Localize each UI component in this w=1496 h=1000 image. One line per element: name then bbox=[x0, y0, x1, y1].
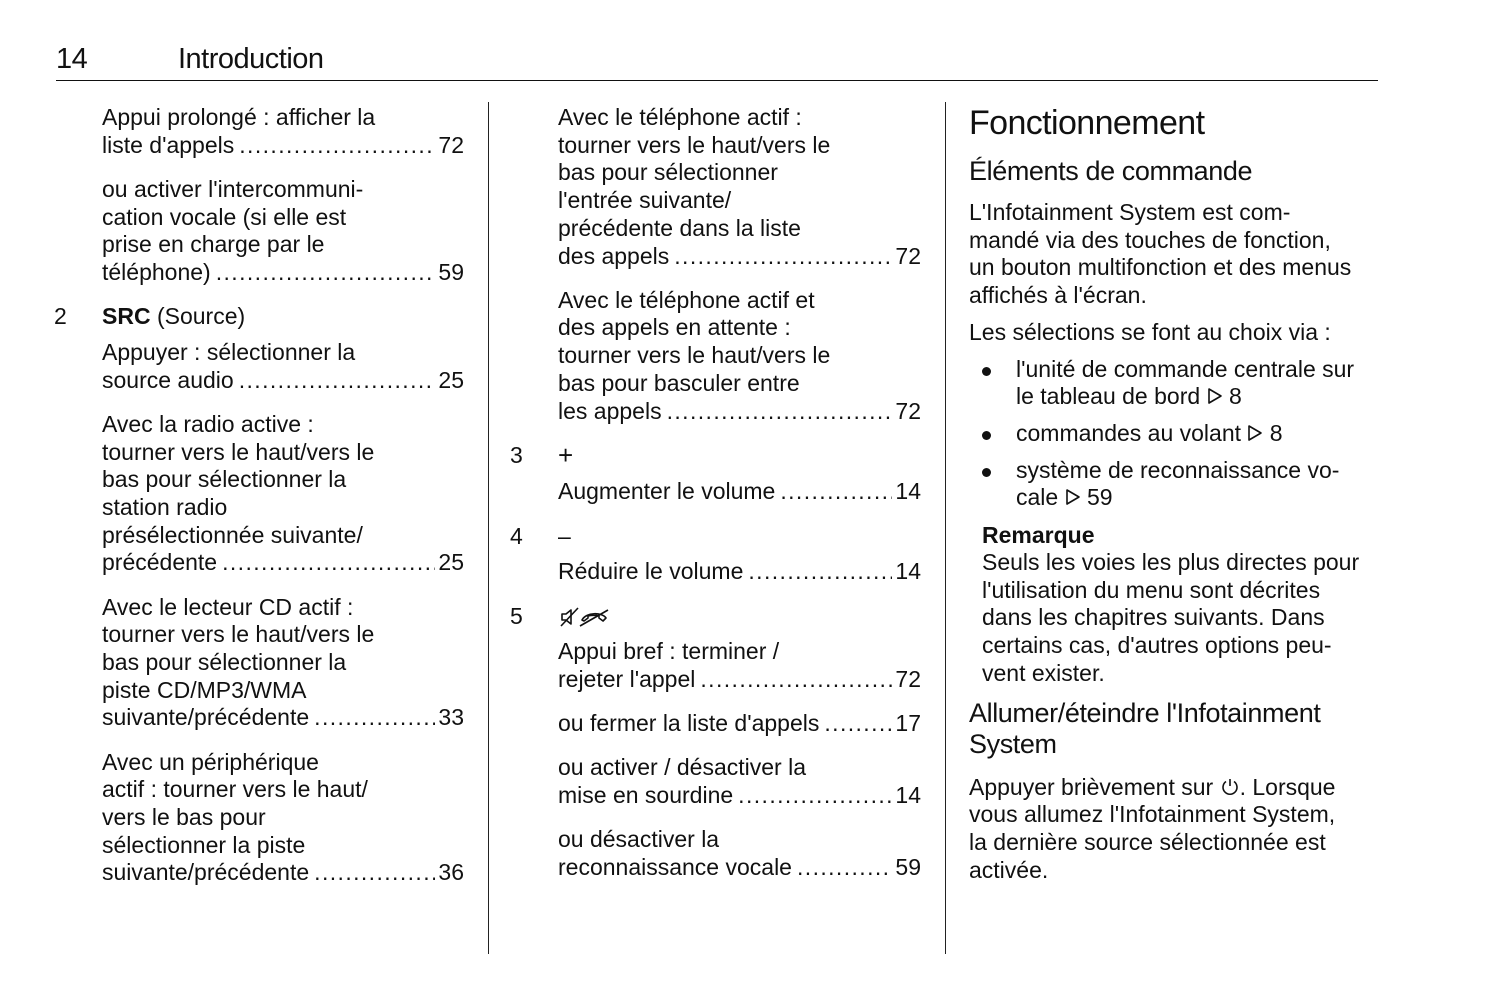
mute-hangup-icon bbox=[558, 606, 616, 628]
paragraph bbox=[969, 774, 1379, 885]
leader-dots bbox=[674, 243, 892, 271]
list-item bbox=[969, 356, 1379, 411]
list-item-text: l'unité de commande centrale sur le tableau de bord bbox=[1016, 355, 1355, 410]
page-reference[interactable]: 72 bbox=[438, 131, 464, 158]
leader-dots bbox=[314, 704, 435, 732]
page-header bbox=[56, 40, 1378, 81]
entry-text: Avec le téléphone actif : tourner vers le haut/vers le bas pour sélectionner l'entrée suivante/ précédente dans la liste bbox=[558, 104, 831, 241]
column-1 bbox=[54, 104, 464, 904]
leader-dots bbox=[239, 132, 435, 160]
index-entry bbox=[54, 339, 464, 394]
leader-dots bbox=[239, 367, 436, 395]
entry-text: Réduire le volume bbox=[558, 558, 744, 585]
control-item-3 bbox=[510, 439, 921, 471]
index-entry bbox=[510, 826, 921, 881]
page-reference[interactable]: 59 bbox=[438, 259, 464, 286]
leader-dots bbox=[738, 782, 892, 810]
column-2 bbox=[510, 104, 921, 898]
page-reference[interactable]: 25 bbox=[438, 366, 464, 393]
entry-text: téléphone) bbox=[102, 259, 211, 286]
page-reference[interactable]: 8 bbox=[1269, 419, 1283, 446]
index-entry bbox=[510, 558, 921, 586]
index-entry bbox=[54, 176, 464, 287]
entry-text: Avec le lecteur CD actif : tourner vers le haut/vers le bas pour sélectionner la piste CD/MP3/WMA bbox=[102, 593, 375, 703]
index-entry bbox=[54, 104, 464, 159]
paragraph: Les sélections se font au choix via : bbox=[969, 318, 1331, 345]
item-label-bold: SRC bbox=[102, 303, 151, 330]
page-reference[interactable]: 59 bbox=[1086, 484, 1113, 511]
leader-dots bbox=[216, 259, 436, 287]
entry-text: source audio bbox=[102, 366, 234, 393]
entry-text: ou activer / désactiver la bbox=[558, 754, 807, 781]
entry-text: Appui prolongé : afficher la bbox=[102, 104, 376, 130]
list-item bbox=[969, 457, 1379, 512]
leader-dots bbox=[222, 549, 435, 577]
column-divider bbox=[488, 102, 489, 954]
entry-text: suivante/précédente bbox=[102, 859, 310, 886]
bullet-icon bbox=[982, 468, 991, 477]
page-reference[interactable]: 72 bbox=[895, 397, 921, 424]
entry-text: Appui bref : terminer / bbox=[558, 638, 780, 665]
control-item-5 bbox=[510, 603, 921, 631]
leader-dots bbox=[700, 666, 892, 694]
page-reference[interactable]: 8 bbox=[1228, 383, 1242, 410]
leader-dots bbox=[314, 859, 435, 887]
paragraph-text: Appuyer brièvement sur bbox=[969, 773, 1214, 800]
column-3 bbox=[969, 104, 1379, 893]
index-entry bbox=[510, 478, 921, 506]
page-reference[interactable]: 17 bbox=[895, 710, 921, 737]
subheading-controls: Éléments de commande bbox=[969, 156, 1253, 186]
page-reference[interactable]: 59 bbox=[895, 853, 921, 880]
note-text: Seuls les voies les plus directes pour l'utilisation du menu sont décrites dans les chapitres suivants. Dans certains cas, d'autres options peu- vent exister. bbox=[982, 549, 1360, 686]
entry-text: les appels bbox=[558, 397, 662, 424]
index-entry bbox=[510, 287, 921, 426]
index-entry bbox=[54, 411, 464, 577]
paragraph-text: . Lorsque vous allumez l'Infotainment System, la dernière source sélectionnée est activée. bbox=[969, 773, 1336, 883]
item-number: 2 bbox=[54, 303, 67, 330]
leader-dots bbox=[824, 710, 892, 738]
entry-text: suivante/précédente bbox=[102, 704, 310, 731]
page-reference[interactable]: 14 bbox=[895, 478, 921, 505]
item-number: 5 bbox=[510, 602, 523, 629]
entry-text: ou activer l'intercommuni- cation vocale (si elle est prise en charge par le bbox=[102, 175, 364, 258]
note-title: Remarque bbox=[982, 522, 1095, 549]
minus-icon: – bbox=[558, 522, 571, 549]
arrow-reference-icon bbox=[1207, 387, 1223, 405]
entry-text: ou fermer la liste d'appels bbox=[558, 710, 820, 737]
page-number: 14 bbox=[56, 43, 88, 75]
item-number: 4 bbox=[510, 522, 523, 549]
page-reference[interactable]: 72 bbox=[895, 242, 921, 269]
paragraph: L'Infotainment System est com- mandé via des touches de fonction, un bouton multifonction et des menus affichés à l'écran. bbox=[969, 199, 1352, 309]
item-label: (Source) bbox=[150, 303, 246, 330]
entry-text: Avec le téléphone actif et des appels en attente : tourner vers le haut/vers le bas pour basculer entre bbox=[558, 286, 831, 396]
entry-text: rejeter l'appel bbox=[558, 665, 696, 692]
arrow-reference-icon bbox=[1247, 424, 1263, 442]
control-item-4 bbox=[510, 523, 921, 551]
note-box bbox=[982, 522, 1379, 688]
control-item-2 bbox=[54, 303, 464, 331]
list-item-text: commandes au volant bbox=[1016, 419, 1242, 446]
power-icon bbox=[1220, 777, 1240, 797]
chapter-heading: Fonctionnement bbox=[969, 104, 1205, 142]
leader-dots bbox=[667, 398, 893, 426]
list-item bbox=[969, 420, 1379, 448]
index-entry bbox=[510, 638, 921, 693]
index-entry bbox=[54, 749, 464, 888]
index-entry bbox=[510, 754, 921, 809]
bullet-icon bbox=[982, 431, 991, 440]
entry-text: Augmenter le volume bbox=[558, 478, 776, 505]
page-reference[interactable]: 36 bbox=[438, 859, 464, 886]
entry-text: mise en sourdine bbox=[558, 782, 734, 809]
entry-text: ou désactiver la bbox=[558, 826, 720, 853]
page-reference[interactable]: 14 bbox=[895, 558, 921, 585]
list-item-text: système de reconnaissance vo- cale bbox=[1016, 456, 1340, 511]
leader-dots bbox=[797, 854, 892, 882]
entry-text: reconnaissance vocale bbox=[558, 853, 792, 880]
page-reference[interactable]: 14 bbox=[895, 782, 921, 809]
section-title: Introduction bbox=[178, 43, 324, 75]
index-entry bbox=[54, 594, 464, 733]
index-entry bbox=[510, 710, 921, 738]
leader-dots bbox=[780, 478, 892, 506]
item-number: 3 bbox=[510, 441, 523, 468]
subheading-power: Allumer/éteindre l'Infotainment System bbox=[969, 697, 1321, 759]
column-divider bbox=[945, 102, 946, 954]
page-reference[interactable]: 25 bbox=[438, 549, 464, 576]
plus-icon: + bbox=[558, 439, 574, 470]
entry-text: Avec la radio active : tourner vers le haut/vers le bas pour sélectionner la station radio présélectionnée suivante/ bbox=[102, 410, 375, 548]
entry-text: précédente bbox=[102, 549, 218, 576]
page-reference[interactable]: 72 bbox=[895, 665, 921, 692]
page-reference[interactable]: 33 bbox=[438, 704, 464, 731]
bullet-icon bbox=[982, 367, 991, 376]
arrow-reference-icon bbox=[1065, 488, 1081, 506]
index-entry bbox=[510, 104, 921, 270]
entry-text: liste d'appels bbox=[102, 131, 235, 158]
entry-text: des appels bbox=[558, 242, 670, 269]
bullet-list bbox=[969, 356, 1379, 513]
entry-text: Avec un périphérique actif : tourner vers le haut/ vers le bas pour sélectionner la piste bbox=[102, 748, 368, 858]
leader-dots bbox=[748, 558, 892, 586]
entry-text: Appuyer : sélectionner la bbox=[102, 338, 356, 365]
